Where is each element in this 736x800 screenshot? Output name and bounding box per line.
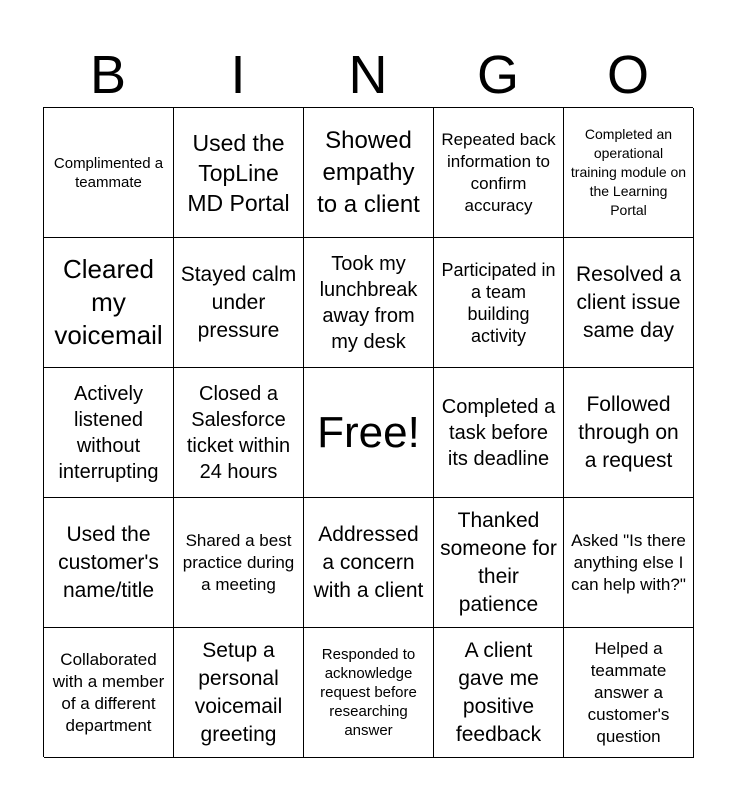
header-letter-i: I: [230, 45, 246, 105]
cell-text: Showed empathy to a client: [317, 126, 420, 218]
bingo-cell[interactable]: [44, 108, 174, 238]
cell-text: Setup a personal voicemail greeting: [194, 638, 283, 746]
cell-text: Repeated back information to confirm accuracy: [441, 129, 556, 215]
bingo-cell[interactable]: [564, 238, 694, 368]
cell-text: Participated in a team building activity: [441, 259, 556, 346]
cell-text: Completed an operational training module on the Learning Portal: [570, 126, 687, 218]
bingo-cell[interactable]: [44, 238, 174, 368]
cell-text: Used the TopLine MD Portal: [187, 129, 290, 216]
cell-text: Completed a task before its deadline: [441, 395, 556, 470]
bingo-cell[interactable]: [564, 628, 694, 758]
cell-text: Took my lunchbreak away from my desk: [319, 252, 418, 353]
bingo-cell[interactable]: [174, 238, 304, 368]
cell-text: Actively listened without interrupting: [58, 382, 159, 483]
bingo-cell[interactable]: [564, 368, 694, 498]
cell-text: Stayed calm under pressure: [180, 262, 297, 342]
cell-text: Collaborated with a member of a different department: [52, 649, 165, 735]
bingo-cell[interactable]: [174, 628, 304, 758]
bingo-cell[interactable]: [304, 498, 434, 628]
header-letter-n: N: [348, 45, 388, 105]
cell-text: Followed through on a request: [578, 392, 679, 472]
header-letter-g: G: [476, 45, 519, 105]
bingo-cell[interactable]: [564, 108, 694, 238]
bingo-cell[interactable]: [564, 498, 694, 628]
cell-text: Closed a Salesforce ticket within 24 hours: [186, 382, 291, 483]
bingo-cell[interactable]: [44, 628, 174, 758]
cell-text: Helped a teammate answer a customer's question: [587, 638, 670, 746]
free-space[interactable]: [304, 368, 434, 498]
header-letter-b: B: [89, 45, 127, 105]
bingo-cell[interactable]: [44, 498, 174, 628]
bingo-cell[interactable]: [304, 238, 434, 368]
bingo-cell[interactable]: [174, 368, 304, 498]
bingo-cell[interactable]: [304, 108, 434, 238]
bingo-card: [43, 107, 693, 757]
bingo-cell[interactable]: [434, 108, 564, 238]
cell-text: Complimented a teammate: [53, 154, 164, 191]
bingo-header: [43, 42, 693, 108]
cell-text: Shared a best practice during a meeting: [182, 530, 295, 594]
bingo-cell[interactable]: [434, 498, 564, 628]
cell-text: A client gave me positive feedback: [455, 638, 542, 746]
cell-text: Cleared my voicemail: [54, 254, 163, 350]
bingo-cell[interactable]: [44, 368, 174, 498]
cell-text: Free!: [317, 407, 420, 457]
bingo-cell[interactable]: [174, 108, 304, 238]
cell-text: Asked "Is there anything else I can help with?": [571, 530, 686, 594]
bingo-cell[interactable]: [304, 628, 434, 758]
bingo-cell[interactable]: [434, 628, 564, 758]
cell-text: Used the customer's name/title: [58, 522, 159, 602]
cell-text: Resolved a client issue same day: [575, 262, 682, 342]
bingo-cell[interactable]: [434, 238, 564, 368]
bingo-cell[interactable]: [174, 498, 304, 628]
bingo-cell[interactable]: [434, 368, 564, 498]
cell-text: Addressed a concern with a client: [313, 522, 424, 602]
cell-text: Responded to acknowledge request before researching answer: [320, 646, 417, 739]
cell-text: Thanked someone for their patience: [440, 508, 557, 616]
header-letter-o: O: [606, 45, 649, 105]
